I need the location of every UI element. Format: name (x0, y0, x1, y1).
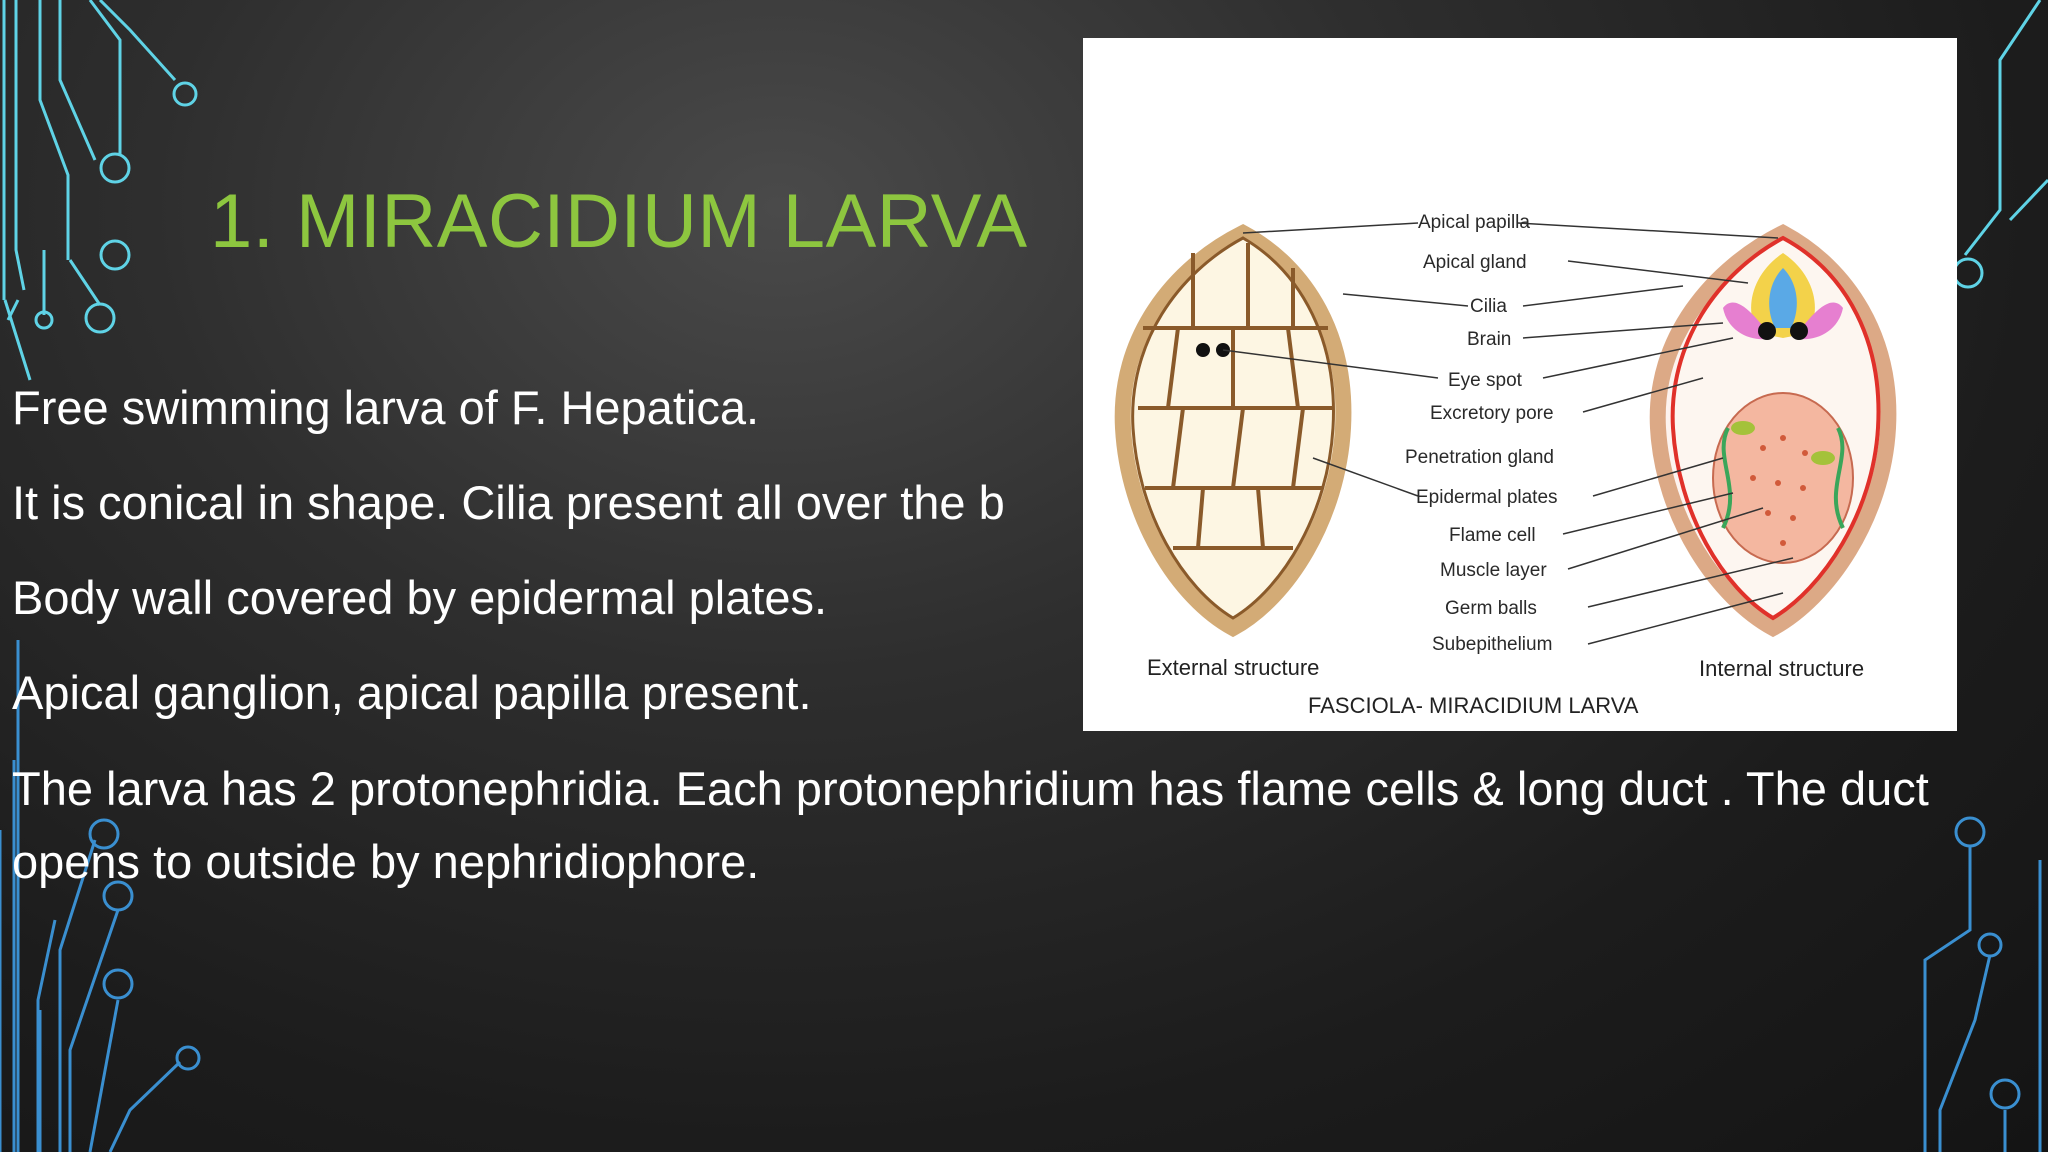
label-epidermal-plates: Epidermal plates (1416, 487, 1558, 508)
bullet-item: The larva has 2 protonephridia. Each protonephridium has flame cells & long duct . The duct opens to outside by nephridiophore. (12, 762, 1929, 888)
bullet-item: Apical ganglion, apical papilla present. (12, 666, 812, 719)
miracidium-diagram (1083, 38, 1957, 731)
external-structure-label: External structure (1147, 655, 1320, 680)
label-germ-balls: Germ balls (1445, 598, 1537, 619)
external-structure-drawing (1123, 233, 1344, 628)
figure-caption: FASCIOLA- MIRACIDIUM LARVA (1308, 693, 1639, 718)
label-flame-cell: Flame cell (1449, 525, 1536, 546)
label-brain: Brain (1467, 329, 1512, 350)
diagram-drawing (1083, 38, 1957, 731)
internal-structure-label: Internal structure (1699, 656, 1865, 681)
bullet-item: Free swimming larva of F. Hepatica. (12, 381, 760, 434)
slide-title: 1. MIRACIDIUM LARVA (210, 179, 1028, 264)
label-apical-papilla: Apical papilla (1418, 212, 1530, 233)
label-penetration-gland: Penetration gland (1405, 447, 1554, 468)
bullet-item: Body wall covered by epidermal plates. (12, 571, 828, 624)
label-eye-spot: Eye spot (1448, 370, 1522, 391)
label-muscle-layer: Muscle layer (1440, 560, 1547, 581)
label-subepithelium: Subepithelium (1432, 634, 1553, 655)
internal-structure-drawing (1658, 233, 1889, 628)
label-excretory-pore: Excretory pore (1430, 403, 1554, 424)
label-cilia: Cilia (1470, 296, 1507, 317)
label-apical-gland: Apical gland (1423, 252, 1527, 273)
bullet-item: It is conical in shape. Cilia present all over the b (12, 476, 1005, 529)
